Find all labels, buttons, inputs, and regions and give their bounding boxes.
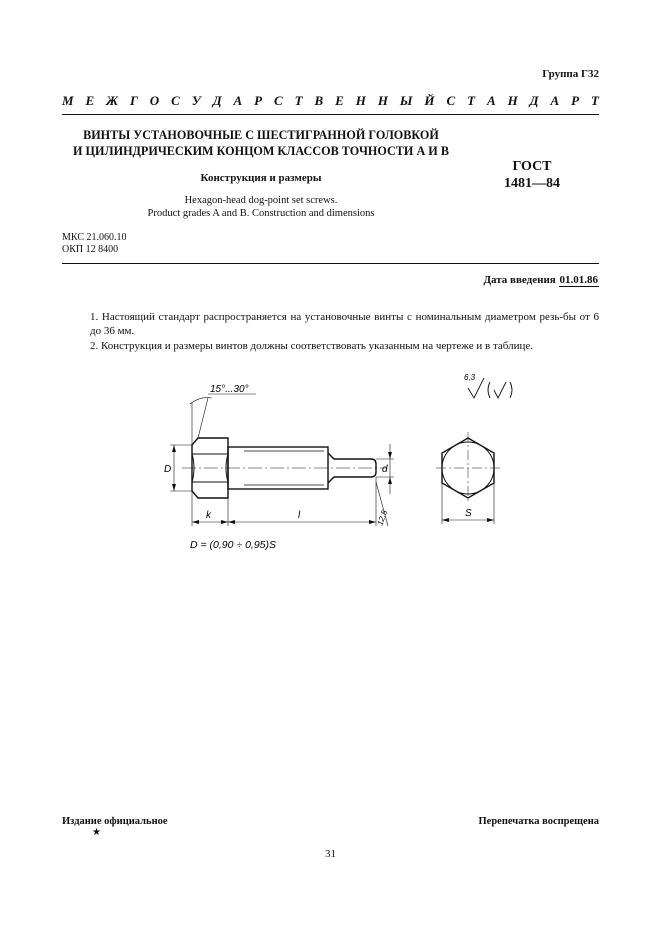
formula-label: D = (0,90 ÷ 0,95)S [190, 539, 277, 551]
heading-letter: Т [590, 93, 599, 108]
heading-letter: М [62, 93, 74, 108]
english-title-line-1: Hexagon-head dog-point set screws. [184, 195, 338, 206]
paragraph-2: 2. Конструкция и размеры винтов должны соответствовать указанным на чертеже и в таблице. [90, 340, 533, 352]
title-line-2: И ЦИЛИНДРИЧЕСКИМ КОНЦОМ КЛАССОВ ТОЧНОСТИ А И В [73, 144, 449, 158]
heading-letter: Д [529, 93, 539, 108]
heading-letter: Р [254, 93, 263, 108]
heading-letter: Г [129, 93, 138, 108]
heading-letter: Й [424, 93, 435, 108]
introduction-date-value: 01.01.86 [559, 274, 598, 286]
gost-number: 1481—84 [504, 176, 560, 191]
classification-codes [62, 232, 126, 256]
edition-note: Издание официальное [62, 816, 168, 827]
heading-letter: У [191, 93, 201, 108]
dimension-S-label: S [465, 508, 472, 519]
angle-label: 15°...30° [210, 384, 249, 395]
document-title [62, 127, 460, 159]
heading-letter: Т [294, 93, 303, 108]
heading-letter: Е [85, 93, 95, 108]
dimension-d-label: d [382, 464, 388, 475]
heading-letter: Н [377, 93, 388, 108]
introduction-date-label: Дата введения [483, 274, 556, 286]
roughness-value-label: 12,5 [375, 508, 390, 527]
dimension-l-label: l [298, 510, 301, 521]
heading-letter: С [274, 93, 283, 108]
okp-code: ОКП 12 8400 [62, 244, 119, 255]
heading-letter: Ж [106, 93, 119, 108]
introduction-date [483, 274, 599, 286]
heading-letter: С [446, 93, 456, 108]
paragraph-1: 1. Настоящий стандарт распространяется на установочные винты с номинальным диаметром резь-бы от 6 до 36 мм. [90, 311, 599, 337]
star-icon: ★ [92, 827, 101, 838]
gost-label: ГОСТ [512, 159, 552, 174]
document-subtitle: Конструкция и размеры [200, 172, 322, 184]
standard-type-heading [62, 93, 599, 109]
heading-letter: Е [335, 93, 344, 108]
group-code: Группа Г32 [542, 68, 599, 80]
english-title [62, 194, 460, 220]
screw-drawing [150, 366, 530, 556]
heading-letter: Д [212, 93, 222, 108]
heading-letter: Р [571, 93, 580, 108]
heading-letter: Т [467, 93, 476, 108]
heading-letter: Ы [399, 93, 413, 108]
heading-letter: В [314, 93, 324, 108]
dimension-D-label: D [164, 464, 172, 475]
heading-letter: О [149, 93, 160, 108]
heading-letter: С [171, 93, 180, 108]
roughness-label: 6,3 [464, 373, 476, 382]
english-title-line-2: Product grades A and B. Construction and dimensions [147, 208, 375, 219]
heading-letter: Н [507, 93, 518, 108]
gost-designation [472, 158, 592, 192]
dimension-k-label: k [206, 510, 211, 521]
heading-letter: А [486, 93, 496, 108]
reprint-note: Перепечатка воспрещена [478, 816, 599, 827]
mks-code: МКС 21.060.10 [62, 232, 127, 243]
page-number: 31 [325, 848, 336, 860]
title-line-1: ВИНТЫ УСТАНОВОЧНЫЕ С ШЕСТИГРАННОЙ ГОЛОВКОЙ [83, 128, 439, 142]
top-divider [62, 114, 599, 115]
heading-letter: А [233, 93, 243, 108]
heading-letter: Н [355, 93, 366, 108]
heading-letter: А [550, 93, 560, 108]
middle-divider [62, 263, 599, 264]
